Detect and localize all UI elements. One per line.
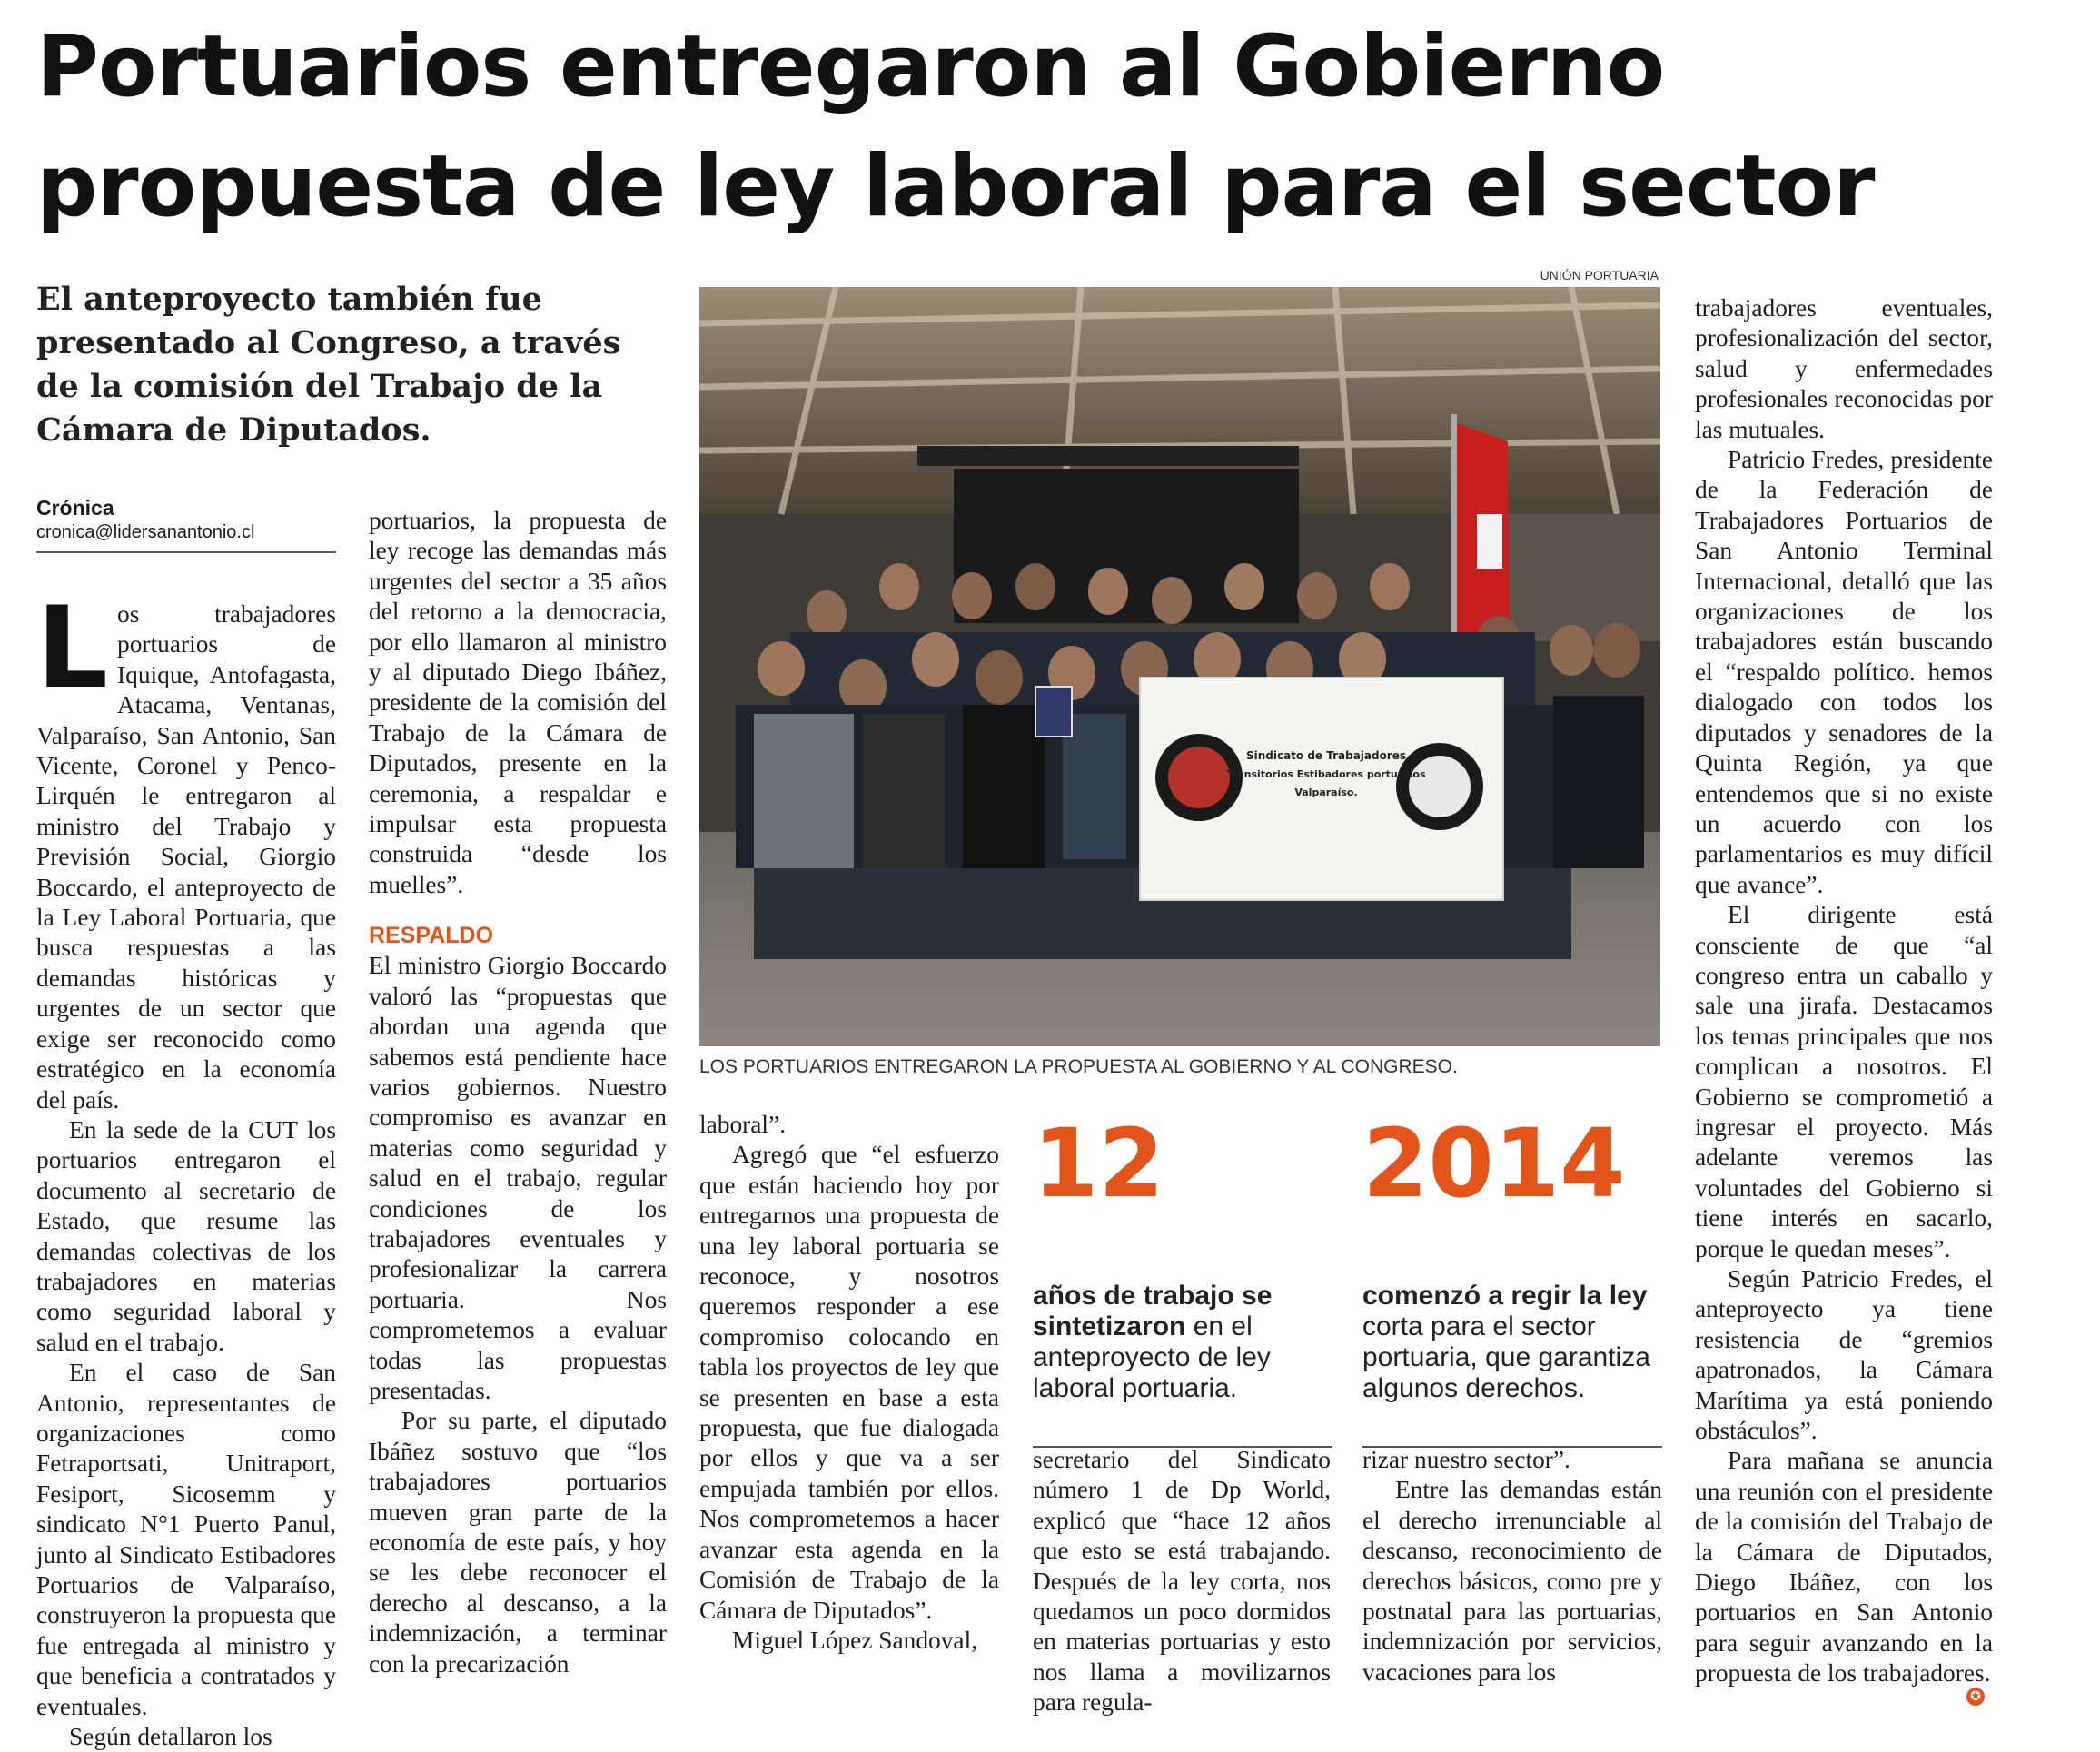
body-column-4 bbox=[1033, 1445, 1331, 1718]
byline-rule bbox=[36, 551, 336, 553]
byline bbox=[36, 495, 336, 553]
paragraph: secretario del Sindicato número 1 de Dp World, explicó que “hace 12 años que esto se está trabajando. Después de la ley corta, nos quedamos un poco dormidos en materias portuarias y esto nos llama a movilizarnos para regula- bbox=[1033, 1446, 1331, 1717]
body-column-3 bbox=[699, 1110, 999, 1656]
paragraph: trabajadores eventuales, profesionalización del sector, salud y enfermedades profesionales reconocidas por las mutuales. bbox=[1695, 294, 1993, 443]
end-mark-icon: ✪ bbox=[1966, 1688, 1985, 1706]
banner-line-2: Transitorios Estibadores portuarios bbox=[1226, 768, 1426, 780]
headline: Portuarios entregaron al Gobierno propuesta de ley laboral para el sector bbox=[36, 17, 1875, 236]
paragraph: En la sede de la CUT los portuarios entregaron el documento al secretario de Estado, que resume las demandas colectivas de los trabajadores en materias como seguridad laboral y salud en el trabajo. bbox=[36, 1115, 336, 1356]
paragraph: En el caso de San Antonio, representantes de organizaciones como Fetraportsati, Unitraport, Fesiport, Sicosemm y sindicato N°1 Puerto Panul, junto al Sindicato Estibadores Portuarios de Valparaíso, construyeron la propuesta que fue entregada al ministro y que beneficia a contratados y eventuales. bbox=[36, 1359, 336, 1720]
photo-caption: LOS PORTUARIOS ENTREGARON LA PROPUESTA AL GOBIERNO Y AL CONGRESO. bbox=[699, 1056, 1458, 1077]
paragraph: El dirigente está consciente de que “al congreso entra un caballo y sale una jirafa. Destacamos los temas principales que nos complican a nosotros. El Gobierno se comprometió a ingresar el proyecto. Más adelante veremos las voluntades del Gobierno si tiene interés en sacarlo, porque le quedan meses”. bbox=[1695, 901, 1993, 1262]
fact-box-2014 bbox=[1362, 1110, 1662, 1448]
union-banner bbox=[1140, 678, 1503, 900]
paragraph: Según detallaron los bbox=[69, 1723, 272, 1751]
stage-truss bbox=[917, 446, 1299, 466]
body-column-6 bbox=[1695, 293, 1993, 1689]
byline-section: Crónica bbox=[36, 496, 114, 520]
paragraph: Para mañana se anuncia una reunión con el presidente de la comisión del Trabajo de la Cámara de Diputados, Diego Ibáñez, con los portuarios en San Antonio para seguir avanzando en la propuesta de los trabajadores. bbox=[1695, 1447, 1993, 1688]
paragraph: Por su parte, el diputado Ibáñez sostuvo que “los trabajadores portuarios mueven gran parte de la economía de este país, y hoy se les debe reconocer el derecho al descanso, a la indemnización, a terminar con la precarización bbox=[369, 1407, 667, 1678]
fact-number: 2014 bbox=[1362, 1108, 1626, 1219]
body-column-2 bbox=[369, 506, 667, 1679]
paragraph: Entre las demandas están el derecho irrenunciable al descanso, reconocimiento de derechos básicos, como pre y postnatal para las portuarias, indemnización por servicios, vacaciones para los bbox=[1362, 1476, 1662, 1686]
held-plaque bbox=[1035, 687, 1072, 737]
body-column-1 bbox=[36, 583, 336, 1752]
paragraph: Miguel López Sandoval, bbox=[732, 1626, 978, 1654]
fact-box-12 bbox=[1033, 1110, 1332, 1448]
paragraph: El ministro Giorgio Boccardo valoró las “propuestas que abordan una agenda que sabemos está pendiente hace varios gobiernos. Nuestro compromiso es avanzar en materias como seguridad y salud en el trabajo, regular condiciones de los trabajadores eventuales y profesionalizar la carrera portuaria. Nos comprometemos a evaluar todas las propuestas presentadas. bbox=[369, 952, 667, 1404]
paragraph: Patricio Fredes, presidente de la Federación de Trabajadores Portuarios de San Antonio Terminal Internacional, detalló que las organizaciones de los trabajadores están buscando el “respaldo político. hemos dialogado con todos los diputados y senadores de la Quinta Región, ya que entendemos que si no existe un acuerdo con los parlamentarios es muy difícil que avance”. bbox=[1695, 446, 1993, 898]
paragraph: Los trabajadores portuarios de Iquique, Antofagasta, Atacama, Ventanas, Valparaíso, San Antonio, San Vicente, Coronel y Penco-Lirquén le entregaron al ministro del Trabajo y Previsión Social, Giorgio Boccardo, el anteproyecto de la Ley Laboral Portuaria, que busca respuestas a las demandas históricas y urgentes de un sector que exige ser reconocido como estratégico en la economía del país. bbox=[36, 583, 336, 1114]
drop-cap: L bbox=[36, 583, 109, 714]
subhead-respaldo: RESPALDO bbox=[369, 923, 494, 949]
byline-email[interactable]: cronica@lidersanantonio.cl bbox=[36, 522, 255, 542]
body-column-5 bbox=[1362, 1445, 1662, 1688]
banner-line-1: Sindicato de Trabajadores bbox=[1245, 749, 1407, 762]
banner-line-3: Valparaíso. bbox=[1294, 787, 1358, 798]
paragraph: laboral”. bbox=[699, 1111, 787, 1138]
fact-text: años de trabajo se sintetizaron en el anteproyecto de ley laboral portuaria. bbox=[1033, 1281, 1273, 1403]
photo-credit: UNIÓN PORTUARIA bbox=[1540, 268, 1659, 282]
paragraph: portuarios, la propuesta de ley recoge las demandas más urgentes del sector a 35 años del retorno a la democracia, por ello llamaron al ministro y al diputado Diego Ibáñez, presidente de la comisión del Trabajo de la Cámara de Diputados, presente en la ceremonia, a respaldar e impulsar esta propuesta construida “desde los muelles”. bbox=[369, 507, 667, 898]
paragraph: Según Patricio Fredes, el anteproyecto ya tiene resistencia de “gremios apatronados, la Cámara Marítima ya está poniendo obstáculos”. bbox=[1695, 1265, 1993, 1445]
deck: El anteproyecto también fue presentado al Congreso, a través de la comisión del Trabajo de la Cámara de Diputados. bbox=[36, 281, 621, 449]
paragraph: rizar nuestro sector”. bbox=[1362, 1446, 1570, 1473]
paragraph: Agregó que “el esfuerzo que están haciendo hoy por entregarnos una propuesta de una ley laboral portuaria se reconoce, y nosotros queremos responder a ese compromiso colocando en tabla los proyectos de ley que se presenten en base a esta propuesta, que fue dialogada por ellos y que va a ser empujada también por ellos. Nos comprometemos a hacer avanzar esta agenda en la Comisión de Trabajo de la Cámara de Diputados”. bbox=[699, 1141, 999, 1624]
fact-text: comenzó a regir la ley corta para el sector portuaria, que garantiza algunos derechos. bbox=[1362, 1281, 1650, 1403]
article-photo bbox=[699, 287, 1660, 1046]
fact-number: 12 bbox=[1033, 1108, 1164, 1219]
